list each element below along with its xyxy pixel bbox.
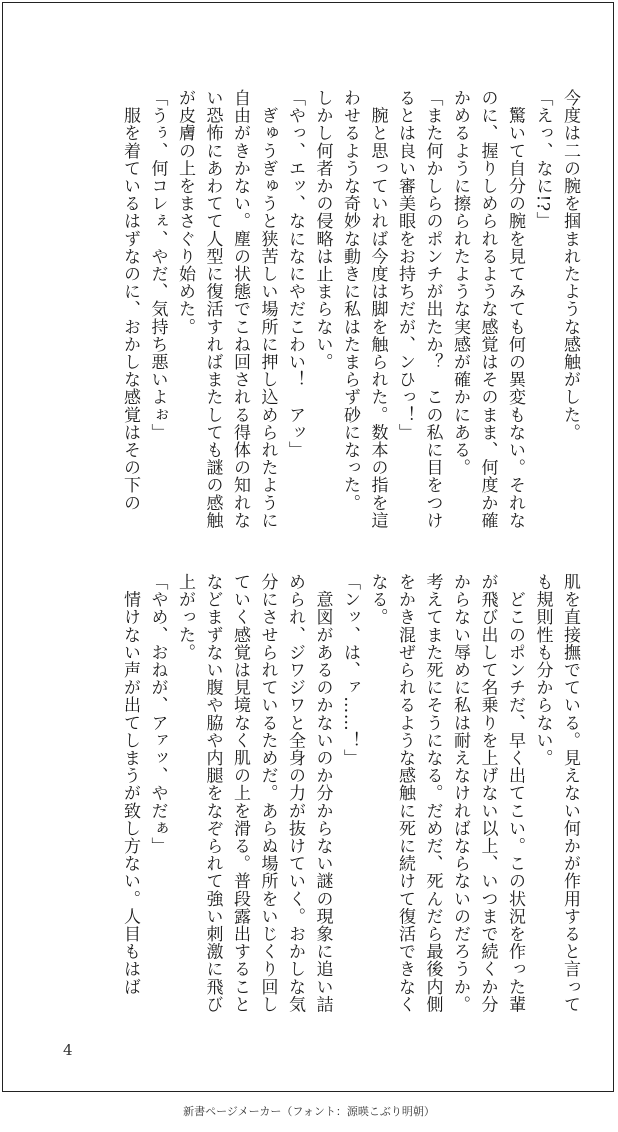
paragraph: 肌を直接撫でている。見えない何かが作用すると言っても規則性も分からない。 [532,573,580,1013]
paragraph: 「えっ、なに!?」 [532,89,553,230]
paragraph: 「ンッ、は、ァ……！」 [340,573,360,767]
lower-text-block [33,573,583,1023]
footer-credit: 新書ページメーカー（フォント：源暎こぶり明朝） [183,1105,435,1118]
paragraph: 「また何かしらのポンチが出たか？ この私に目をつけるとは良い審美眼をお持ちだが、ンひっ！」 [395,89,443,529]
paragraph: 「やっ、エッ、なになにやだこわい！ アッ」 [285,89,305,459]
paragraph: しかし何者かの侵略は止まらない。 [312,89,333,371]
paragraph: 服を着ているはずなのに、おかしな感覚はその下の [120,89,140,512]
paragraph: 意図があるのかないのか分からない謎の現象に追い詰められ、ジワジワと全身の力が抜けていく。おかしな気分にさせられているためだ。あらぬ場所をいじくり回していく感覚は見境なく肌の上を滑る。普段露出することなどまずない腹や脇や内腿をなぞられて強い刺激に飛び上がった。 [175,573,333,1013]
page-number: 4 [63,1041,73,1059]
paragraph: 「うぅ、何コレぇ、やだ、気持ち悪いよぉ」 [147,89,168,441]
paragraph: 驚いて自分の腕を見てみても何の異変もない。それなのに、握りしめられるような感覚はそのまま、何度か確かめるように擦られたような実感が確かにある。 [450,89,525,529]
paragraph: 「やめ、おねが、アァッ、やだぁ」 [147,573,168,855]
paragraph: どこのポンチだ、早く出てこい。この状況を作った輩が飛び出して名乗りを上げない以上、いつまで続くか分からない辱めに私は耐えなければならないのだろうか。考えてまた死にそうになる。だめだ、死んだら最後内側をかき混ぜられるような感触に死に続けて復活できなくなる。 [367,573,525,1013]
upper-text-block [33,89,583,539]
paragraph: ぎゅうぎゅうと狭苦しい場所に押し込められたように自由がきかない。塵の状態でこね回される得体の知れない恐怖にあわてて人型に復活すればまたしても謎の感触が皮膚の上をまさぐり始めた。 [175,89,278,529]
paragraph: 今度は二の腕を掴まれたような感触がした。 [560,89,580,441]
paragraph: 腕と思っていれば今度は脚を触られた。数本の指を這わせるような奇妙な動きに私はたまらず砂になった。 [340,89,388,529]
page-frame [2,2,614,1092]
paragraph: 情けない声が出てしまうが致し方ない。人目もはば [120,573,140,996]
